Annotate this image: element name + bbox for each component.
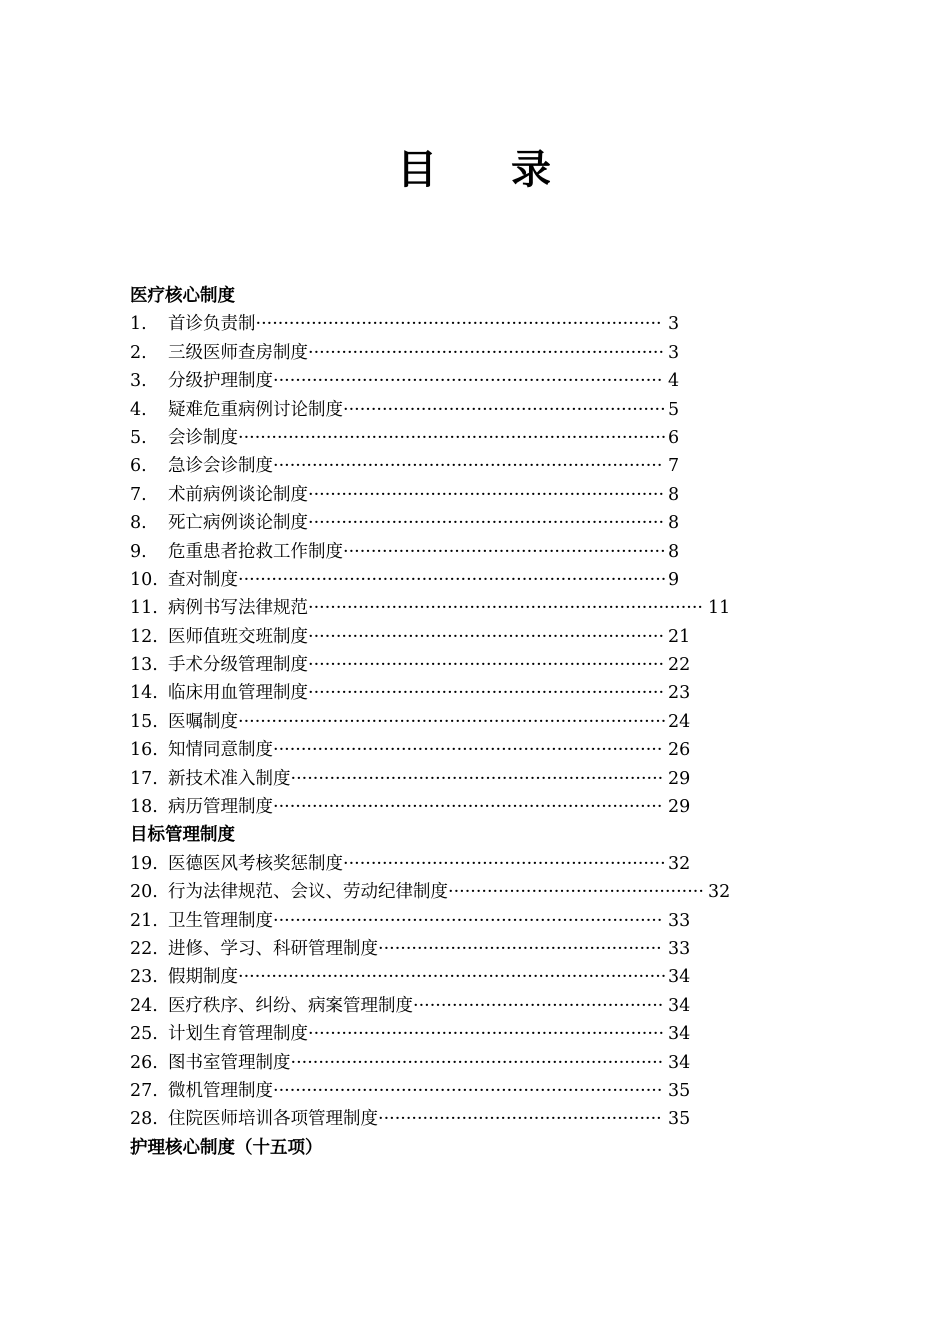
toc-dot-leader: ············································································· — [238, 967, 667, 988]
toc-entry-title: 临床用血管理制度 — [168, 683, 308, 704]
toc-dot-leader: ·························································· — [343, 399, 666, 420]
toc-dot-leader: ··································································· — [290, 1052, 664, 1073]
toc-entry-page-number: 9 — [668, 569, 680, 590]
toc-entry[interactable] — [130, 651, 810, 679]
toc-entry-number: 12. — [130, 626, 158, 647]
toc-entry-title: 微机管理制度 — [168, 1080, 273, 1101]
toc-entry-page-number: 24 — [668, 711, 691, 732]
toc-entry[interactable] — [130, 310, 810, 338]
toc-entry-page-number: 8 — [668, 541, 680, 562]
toc-entry-number: 15. — [130, 711, 158, 732]
toc-entry-page-number: 5 — [668, 399, 680, 420]
page-title — [0, 138, 950, 195]
toc-entry-page-number: 8 — [668, 484, 680, 505]
toc-entry[interactable] — [130, 963, 810, 991]
toc-entry[interactable] — [130, 481, 810, 509]
toc-entry[interactable] — [130, 367, 810, 395]
toc-entry[interactable] — [130, 1020, 810, 1048]
toc-entry-title: 医师值班交班制度 — [168, 626, 308, 647]
toc-dot-leader: ································································ — [308, 626, 665, 647]
toc-entry-number: 24. — [130, 995, 158, 1016]
toc-entry-page-number: 7 — [668, 456, 680, 477]
toc-entry-number: 17. — [130, 768, 158, 789]
toc-entry-title: 进修、学习、科研管理制度 — [168, 938, 378, 959]
toc-dot-leader: ································································ — [308, 1024, 665, 1045]
toc-entry-title: 行为法律规范、会议、劳动纪律制度 — [168, 882, 448, 903]
toc-entry-page-number: 32 — [668, 853, 691, 874]
toc-entry[interactable] — [130, 1077, 810, 1105]
toc-entry-number: 25. — [130, 1024, 158, 1045]
toc-entry-title: 手术分级管理制度 — [168, 655, 308, 676]
toc-entry[interactable] — [130, 708, 810, 736]
toc-entry[interactable] — [130, 1105, 810, 1133]
toc-entry-page-number: 34 — [668, 995, 691, 1016]
toc-entry[interactable] — [130, 623, 810, 651]
toc-dot-leader: ································································ — [308, 484, 665, 505]
toc-entry[interactable] — [130, 907, 810, 935]
toc-entry-number: 13. — [130, 655, 158, 676]
toc-entry-title: 分级护理制度 — [168, 371, 273, 392]
toc-entry-title: 疑难危重病例讨论制度 — [168, 399, 343, 420]
toc-entry-title: 急诊会诊制度 — [168, 456, 273, 477]
toc-entry[interactable] — [130, 679, 810, 707]
toc-entry-title: 危重患者抢救工作制度 — [168, 541, 343, 562]
toc-entry-title: 知情同意制度 — [168, 740, 273, 761]
toc-entry-page-number: 34 — [668, 1024, 691, 1045]
toc-entry[interactable] — [130, 594, 810, 622]
toc-entry-page-number: 3 — [668, 342, 680, 363]
toc-entry[interactable] — [130, 793, 810, 821]
toc-entry-number: 14. — [130, 683, 158, 704]
toc-dot-leader: ·························································· — [343, 853, 666, 874]
toc-entry-page-number: 34 — [668, 967, 691, 988]
toc-dot-leader: ········································································· — [255, 314, 662, 335]
toc-entry-page-number: 11 — [708, 598, 731, 619]
toc-dot-leader: ·························································· — [343, 541, 666, 562]
toc-entry[interactable] — [130, 538, 810, 566]
toc-dot-leader: ············································································· — [238, 427, 667, 448]
toc-entry-number: 22. — [130, 938, 158, 959]
toc-entry-number: 19. — [130, 853, 158, 874]
toc-entry-number: 3. — [130, 371, 147, 392]
toc-entry-title: 假期制度 — [168, 967, 238, 988]
page-title-char-1: 目 — [397, 146, 439, 193]
toc-entry[interactable] — [130, 765, 810, 793]
toc-entry-number: 1. — [130, 314, 147, 335]
toc-dot-leader: ··································································· — [290, 768, 664, 789]
toc-entry-title: 图书室管理制度 — [168, 1052, 291, 1073]
toc-entry[interactable] — [130, 396, 810, 424]
toc-dot-leader: ······································································ — [273, 740, 663, 761]
toc-dot-leader: ································································ — [308, 513, 665, 534]
toc-entry-title: 病历管理制度 — [168, 797, 273, 818]
toc-entry-page-number: 34 — [668, 1052, 691, 1073]
toc-entry-number: 28. — [130, 1109, 158, 1130]
toc-entry-page-number: 35 — [668, 1109, 691, 1130]
toc-entry-title: 计划生育管理制度 — [168, 1024, 308, 1045]
table-of-contents — [130, 282, 810, 1162]
toc-entry-title: 卫生管理制度 — [168, 910, 273, 931]
toc-entry-title: 首诊负责制 — [168, 314, 256, 335]
toc-entry-title: 医嘱制度 — [168, 711, 238, 732]
toc-entry-number: 20. — [130, 882, 158, 903]
toc-entry-page-number: 4 — [668, 371, 680, 392]
toc-entry-number: 8. — [130, 513, 147, 534]
toc-dot-leader: ································································ — [308, 683, 665, 704]
toc-entry-title: 住院医师培训各项管理制度 — [168, 1109, 378, 1130]
page-title-char-2: 录 — [511, 146, 553, 193]
toc-dot-leader: ······································································ — [273, 797, 663, 818]
toc-entry-page-number: 21 — [668, 626, 691, 647]
toc-entry[interactable] — [130, 509, 810, 537]
toc-entry-page-number: 33 — [668, 938, 691, 959]
toc-entry[interactable] — [130, 878, 810, 906]
toc-entry[interactable] — [130, 736, 810, 764]
toc-dot-leader: ································································ — [308, 655, 665, 676]
toc-dot-leader: ············································· — [413, 995, 664, 1016]
toc-entry-number: 11. — [130, 598, 158, 619]
toc-entry-number: 23. — [130, 967, 158, 988]
toc-entry-title: 术前病例谈论制度 — [168, 484, 308, 505]
toc-entry[interactable] — [130, 339, 810, 367]
toc-entry-title: 会诊制度 — [168, 427, 238, 448]
toc-dot-leader: ··················································· — [378, 1109, 662, 1130]
toc-dot-leader: ·············································· — [448, 882, 704, 903]
toc-entry-number: 26. — [130, 1052, 158, 1073]
section-heading: 护理核心制度（十五项） — [130, 1137, 323, 1158]
toc-entry-number: 18. — [130, 797, 158, 818]
toc-dot-leader: ······································································ — [273, 1080, 663, 1101]
toc-entry-page-number: 32 — [708, 882, 731, 903]
toc-entry-page-number: 3 — [668, 314, 680, 335]
section-heading: 目标管理制度 — [130, 825, 235, 846]
toc-entry[interactable] — [130, 566, 810, 594]
toc-entry-title: 三级医师查房制度 — [168, 342, 308, 363]
toc-entry-number: 5. — [130, 427, 147, 448]
toc-entry[interactable] — [130, 992, 810, 1020]
toc-entry[interactable] — [130, 850, 810, 878]
toc-entry-number: 9. — [130, 541, 147, 562]
toc-entry-number: 4. — [130, 399, 147, 420]
toc-entry-number: 7. — [130, 484, 147, 505]
toc-dot-leader: ······································································· — [308, 598, 703, 619]
toc-entry[interactable] — [130, 424, 810, 452]
toc-dot-leader: ······································································ — [273, 456, 663, 477]
toc-entry-number: 21. — [130, 910, 158, 931]
section-heading: 医疗核心制度 — [130, 286, 235, 306]
toc-entry-number: 27. — [130, 1080, 158, 1101]
toc-entry-page-number: 6 — [668, 427, 680, 448]
toc-dot-leader: ······································································ — [273, 910, 663, 931]
toc-entry-page-number: 29 — [668, 768, 691, 789]
toc-dot-leader: ······································································ — [273, 371, 663, 392]
toc-entry-number: 2. — [130, 342, 147, 363]
toc-entry-number: 16. — [130, 740, 158, 761]
toc-entry[interactable] — [130, 452, 810, 480]
toc-entry-page-number: 22 — [668, 655, 691, 676]
toc-dot-leader: ············································································· — [238, 569, 667, 590]
toc-entry-page-number: 29 — [668, 797, 691, 818]
toc-entry[interactable] — [130, 935, 810, 963]
toc-entry-page-number: 26 — [668, 740, 691, 761]
toc-dot-leader: ············································································· — [238, 711, 667, 732]
toc-entry-page-number: 23 — [668, 683, 691, 704]
toc-entry-title: 死亡病例谈论制度 — [168, 513, 308, 534]
toc-entry-number: 10. — [130, 569, 158, 590]
toc-entry-title: 医疗秩序、纠纷、病案管理制度 — [168, 995, 413, 1016]
toc-entry-title: 病例书写法律规范 — [168, 598, 308, 619]
toc-entry-page-number: 33 — [668, 910, 691, 931]
toc-entry-title: 医德医风考核奖惩制度 — [168, 853, 343, 874]
toc-entry-page-number: 8 — [668, 513, 680, 534]
toc-entry-title: 查对制度 — [168, 569, 238, 590]
toc-dot-leader: ································································ — [308, 342, 665, 363]
toc-entry-number: 6. — [130, 456, 147, 477]
toc-entry[interactable] — [130, 1049, 810, 1077]
toc-entry-title: 新技术准入制度 — [168, 768, 291, 789]
toc-entry-page-number: 35 — [668, 1080, 691, 1101]
toc-dot-leader: ··················································· — [378, 938, 662, 959]
